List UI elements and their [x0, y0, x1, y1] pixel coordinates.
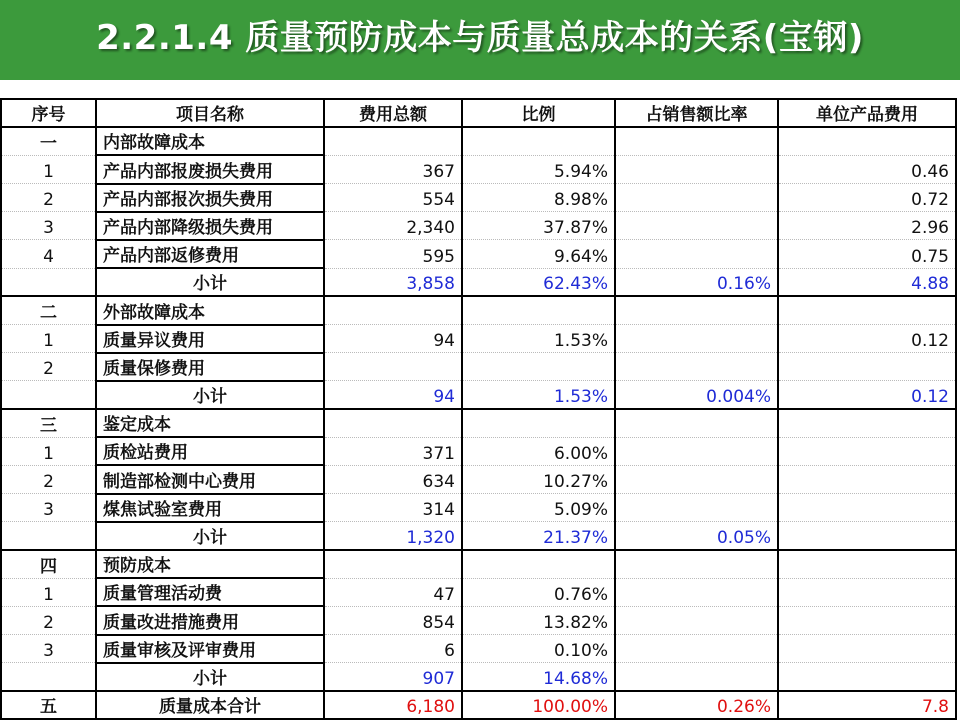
- table-row: [1, 465, 956, 493]
- cell-sales-ratio: [615, 212, 778, 240]
- table-subtotal-row: [1, 663, 956, 691]
- cell-ratio: [462, 127, 615, 155]
- cell-sales-ratio: [615, 325, 778, 353]
- cell-unit-cost: [778, 494, 956, 522]
- cell-unit-cost: [778, 635, 956, 663]
- cell-total-cost: 94: [324, 381, 462, 409]
- table-subtotal-row: [1, 268, 956, 296]
- cell-seq: 4: [1, 240, 96, 268]
- cell-ratio: [462, 550, 615, 578]
- cell-seq: 2: [1, 353, 96, 381]
- cell-item-name: 小计: [96, 522, 324, 550]
- table-row: [1, 437, 956, 465]
- table-subtotal-row: [1, 522, 956, 550]
- cell-ratio: 5.09%: [462, 494, 615, 522]
- cell-unit-cost: 0.12: [778, 381, 956, 409]
- cell-unit-cost: [778, 550, 956, 578]
- cell-total-cost: 367: [324, 155, 462, 183]
- cell-ratio: 6.00%: [462, 437, 615, 465]
- cell-ratio: 8.98%: [462, 184, 615, 212]
- header-seq: 序号: [1, 99, 96, 127]
- cell-item-name: 产品内部报次损失费用: [96, 184, 324, 212]
- cell-sales-ratio: [615, 578, 778, 606]
- cell-item-name: 产品内部报废损失费用: [96, 155, 324, 183]
- cell-total-cost: 595: [324, 240, 462, 268]
- cell-total-cost: 2,340: [324, 212, 462, 240]
- cell-item-name: 产品内部降级损失费用: [96, 212, 324, 240]
- table-group-row: [1, 296, 956, 324]
- cell-sales-ratio: [615, 494, 778, 522]
- cell-unit-cost: 4.88: [778, 268, 956, 296]
- cell-unit-cost: [778, 606, 956, 634]
- cell-sales-ratio: [615, 296, 778, 324]
- table-header-row: [1, 99, 956, 127]
- cell-item-name: 制造部检测中心费用: [96, 465, 324, 493]
- cell-sales-ratio: [615, 240, 778, 268]
- cell-seq: 1: [1, 155, 96, 183]
- table-total-row: [1, 691, 956, 719]
- header-unit-cost: 单位产品费用: [778, 99, 956, 127]
- cell-sales-ratio: [615, 635, 778, 663]
- table-row: [1, 184, 956, 212]
- cell-sales-ratio: [615, 353, 778, 381]
- cell-seq: 1: [1, 325, 96, 353]
- table-row: [1, 325, 956, 353]
- cell-unit-cost: [778, 353, 956, 381]
- table-subtotal-row: [1, 381, 956, 409]
- cell-unit-cost: 0.72: [778, 184, 956, 212]
- cell-sales-ratio: [615, 606, 778, 634]
- cell-ratio: 21.37%: [462, 522, 615, 550]
- cell-sales-ratio: [615, 465, 778, 493]
- cell-seq: 2: [1, 465, 96, 493]
- cell-unit-cost: 0.46: [778, 155, 956, 183]
- header-sales-ratio: 占销售额比率: [615, 99, 778, 127]
- quality-cost-table: [0, 98, 957, 720]
- cell-sales-ratio: [615, 155, 778, 183]
- cell-unit-cost: 0.75: [778, 240, 956, 268]
- cell-ratio: [462, 296, 615, 324]
- table-row: [1, 606, 956, 634]
- cell-total-cost: 6,180: [324, 691, 462, 719]
- slide-title: 2.2.1.4 质量预防成本与质量总成本的关系(宝钢): [96, 18, 864, 58]
- cell-total-cost: 854: [324, 606, 462, 634]
- table-row: [1, 212, 956, 240]
- cell-sales-ratio: 0.004%: [615, 381, 778, 409]
- title-bar: [0, 0, 960, 80]
- cell-total-cost: 94: [324, 325, 462, 353]
- cell-seq: 二: [1, 296, 96, 324]
- cell-ratio: [462, 353, 615, 381]
- cell-item-name: 质量成本合计: [96, 691, 324, 719]
- cell-unit-cost: [778, 296, 956, 324]
- table-row: [1, 635, 956, 663]
- table-row: [1, 353, 956, 381]
- cell-item-name: 外部故障成本: [96, 296, 324, 324]
- cell-seq: 四: [1, 550, 96, 578]
- cell-total-cost: 3,858: [324, 268, 462, 296]
- cell-unit-cost: [778, 522, 956, 550]
- cell-seq: 2: [1, 606, 96, 634]
- cell-ratio: 0.10%: [462, 635, 615, 663]
- cell-ratio: 9.64%: [462, 240, 615, 268]
- cell-sales-ratio: 0.26%: [615, 691, 778, 719]
- cell-seq: 3: [1, 212, 96, 240]
- cell-ratio: 13.82%: [462, 606, 615, 634]
- cell-ratio: 62.43%: [462, 268, 615, 296]
- cell-item-name: 质量保修费用: [96, 353, 324, 381]
- cell-sales-ratio: [615, 127, 778, 155]
- cell-unit-cost: [778, 465, 956, 493]
- table-body: [1, 127, 956, 719]
- cell-total-cost: [324, 296, 462, 324]
- cell-item-name: 质检站费用: [96, 437, 324, 465]
- cell-item-name: 内部故障成本: [96, 127, 324, 155]
- table-row: [1, 240, 956, 268]
- header-ratio: 比例: [462, 99, 615, 127]
- cell-sales-ratio: [615, 437, 778, 465]
- cell-sales-ratio: 0.05%: [615, 522, 778, 550]
- table-group-row: [1, 127, 956, 155]
- cell-unit-cost: [778, 437, 956, 465]
- cell-item-name: 小计: [96, 381, 324, 409]
- cell-ratio: 1.53%: [462, 325, 615, 353]
- table-group-row: [1, 409, 956, 437]
- cell-seq: 1: [1, 578, 96, 606]
- cell-seq: [1, 522, 96, 550]
- cell-unit-cost: [778, 409, 956, 437]
- cell-total-cost: 371: [324, 437, 462, 465]
- cell-total-cost: 907: [324, 663, 462, 691]
- cell-total-cost: 6: [324, 635, 462, 663]
- cell-total-cost: 47: [324, 578, 462, 606]
- cell-item-name: 质量管理活动费: [96, 578, 324, 606]
- cell-sales-ratio: 0.16%: [615, 268, 778, 296]
- cell-sales-ratio: [615, 663, 778, 691]
- table-row: [1, 578, 956, 606]
- cell-sales-ratio: [615, 184, 778, 212]
- cell-unit-cost: 0.12: [778, 325, 956, 353]
- cell-unit-cost: [778, 578, 956, 606]
- cell-seq: [1, 663, 96, 691]
- cell-item-name: 质量改进措施费用: [96, 606, 324, 634]
- cell-seq: 1: [1, 437, 96, 465]
- cell-sales-ratio: [615, 409, 778, 437]
- cell-ratio: 1.53%: [462, 381, 615, 409]
- cell-item-name: 小计: [96, 663, 324, 691]
- cell-total-cost: [324, 409, 462, 437]
- cell-total-cost: [324, 127, 462, 155]
- cell-seq: [1, 268, 96, 296]
- cell-total-cost: 634: [324, 465, 462, 493]
- table-group-row: [1, 550, 956, 578]
- table-row: [1, 494, 956, 522]
- cell-ratio: 37.87%: [462, 212, 615, 240]
- cell-total-cost: 314: [324, 494, 462, 522]
- cell-seq: 2: [1, 184, 96, 212]
- cell-seq: 三: [1, 409, 96, 437]
- cell-item-name: 小计: [96, 268, 324, 296]
- cell-unit-cost: [778, 127, 956, 155]
- cell-ratio: 5.94%: [462, 155, 615, 183]
- cell-ratio: 0.76%: [462, 578, 615, 606]
- cell-total-cost: [324, 353, 462, 381]
- cell-seq: 3: [1, 635, 96, 663]
- cell-ratio: 100.00%: [462, 691, 615, 719]
- cell-seq: 一: [1, 127, 96, 155]
- cell-ratio: 14.68%: [462, 663, 615, 691]
- cell-unit-cost: 7.8: [778, 691, 956, 719]
- header-total-cost: 费用总额: [324, 99, 462, 127]
- cell-ratio: 10.27%: [462, 465, 615, 493]
- cell-item-name: 预防成本: [96, 550, 324, 578]
- cell-total-cost: [324, 550, 462, 578]
- cell-total-cost: 1,320: [324, 522, 462, 550]
- cell-unit-cost: 2.96: [778, 212, 956, 240]
- cell-seq: [1, 381, 96, 409]
- cell-ratio: [462, 409, 615, 437]
- cell-item-name: 质量异议费用: [96, 325, 324, 353]
- header-item-name: 项目名称: [96, 99, 324, 127]
- cell-item-name: 煤焦试验室费用: [96, 494, 324, 522]
- cell-total-cost: 554: [324, 184, 462, 212]
- cell-item-name: 产品内部返修费用: [96, 240, 324, 268]
- cell-item-name: 鉴定成本: [96, 409, 324, 437]
- cell-sales-ratio: [615, 550, 778, 578]
- cell-seq: 五: [1, 691, 96, 719]
- table-row: [1, 155, 956, 183]
- cell-unit-cost: [778, 663, 956, 691]
- cost-table-container: [0, 98, 960, 720]
- cell-seq: 3: [1, 494, 96, 522]
- cell-item-name: 质量审核及评审费用: [96, 635, 324, 663]
